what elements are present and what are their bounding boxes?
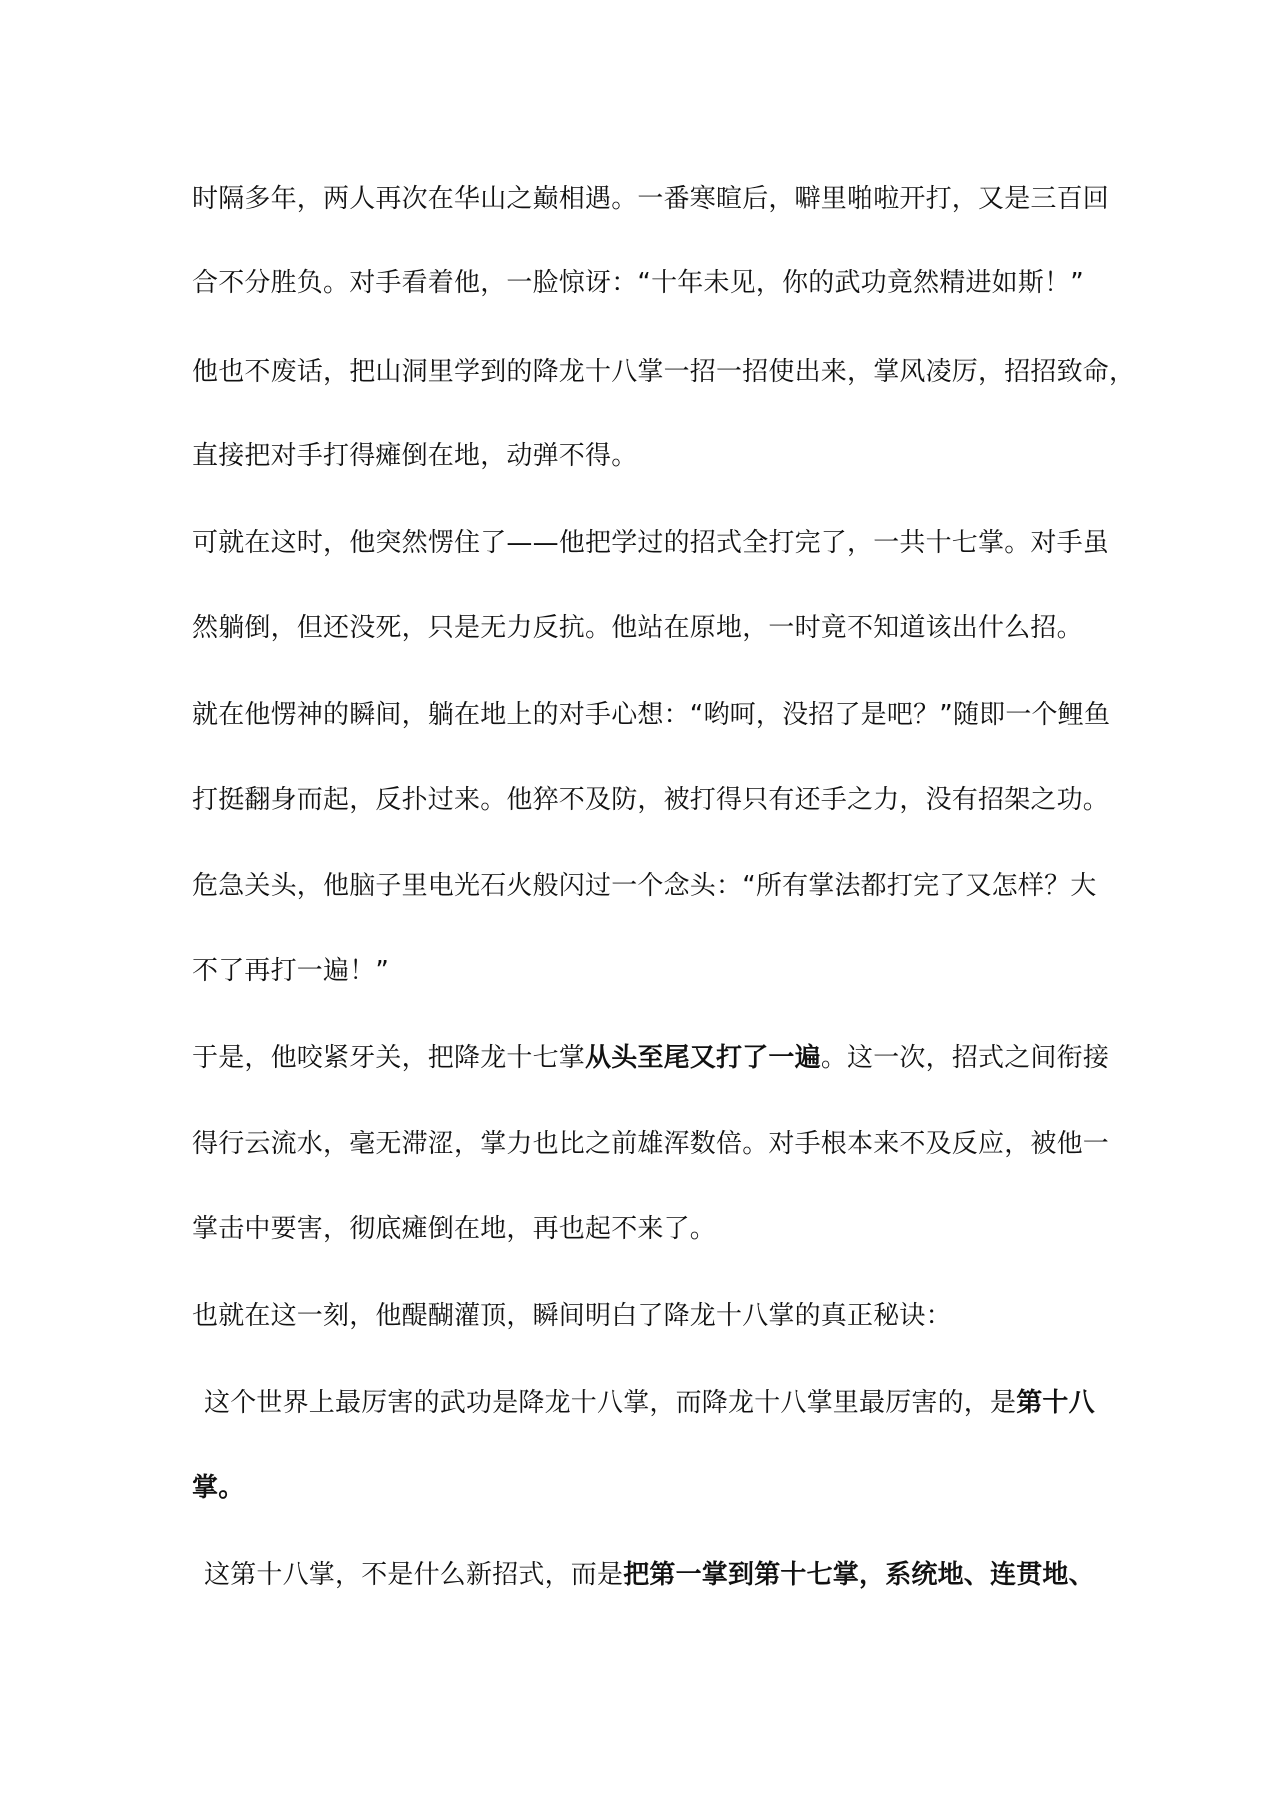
paragraph-line [204,1557,1104,1593]
line-text: 这第十八掌，不是什么新招式，而是 [204,1560,624,1590]
paragraph-line: 打挺翻身而起，反扑过来。他猝不及防，被打得只有还手之力，没有招架之功。 [192,785,1110,815]
paragraph-line: 可就在这时，他突然愣住了——他把学过的招式全打完了，一共十七掌。对手虽 [192,528,1110,558]
paragraph-line: 掌击中要害，彻底瘫倒在地，再也起不来了。 [192,1214,717,1244]
paragraph-line [192,1470,1092,1506]
line-text: 。这一次，招式之间衔接 [820,1043,1110,1073]
paragraph-line: 得行云流水，毫无滞涩，掌力也比之前雄浑数倍。对手根本来不及反应，被他一 [192,1129,1110,1159]
line-text: 于是，他咬紧牙关，把降龙十七掌 [192,1043,586,1073]
paragraph-line: 时隔多年，两人再次在华山之巅相遇。一番寒暄后，噼里啪啦开打，又是三百回 [192,184,1110,214]
paragraph-line [192,1040,1110,1076]
paragraph-line: 他也不废话，把山洞里学到的降龙十八掌一招一招使出来，掌风凌厉，招招致命， [192,357,1136,387]
bold-text: 把第一掌到第十七掌，系统地、连贯地、 [623,1560,1095,1590]
paragraph-line: 直接把对手打得瘫倒在地，动弹不得。 [192,441,638,471]
paragraph-line: 危急关头，他脑子里电光石火般闪过一个念头：“所有掌法都打完了又怎样？大 [192,871,1097,901]
paragraph-line: 合不分胜负。对手看着他，一脸惊讶：“十年未见，你的武功竟然精进如斯！” [192,268,1084,298]
bold-text: 从头至尾又打了一遍 [585,1043,821,1073]
paragraph-line: 不了再打一遍！” [192,956,390,986]
paragraph-line: 然躺倒，但还没死，只是无力反抗。他站在原地，一时竟不知道该出什么招。 [192,613,1083,643]
paragraph-line: 也就在这一刻，他醍醐灌顶，瞬间明白了降龙十八掌的真正秘诀： [192,1301,952,1331]
line-text: 这个世界上最厉害的武功是降龙十八掌，而降龙十八掌里最厉害的，是 [204,1388,1017,1418]
paragraph-line [204,1385,1104,1421]
paragraph-line: 就在他愣神的瞬间，躺在地上的对手心想：“哟呵，没招了是吧？”随即一个鲤鱼 [192,700,1111,730]
bold-text: 掌。 [192,1473,245,1503]
bold-text: 第十八 [1016,1388,1095,1418]
